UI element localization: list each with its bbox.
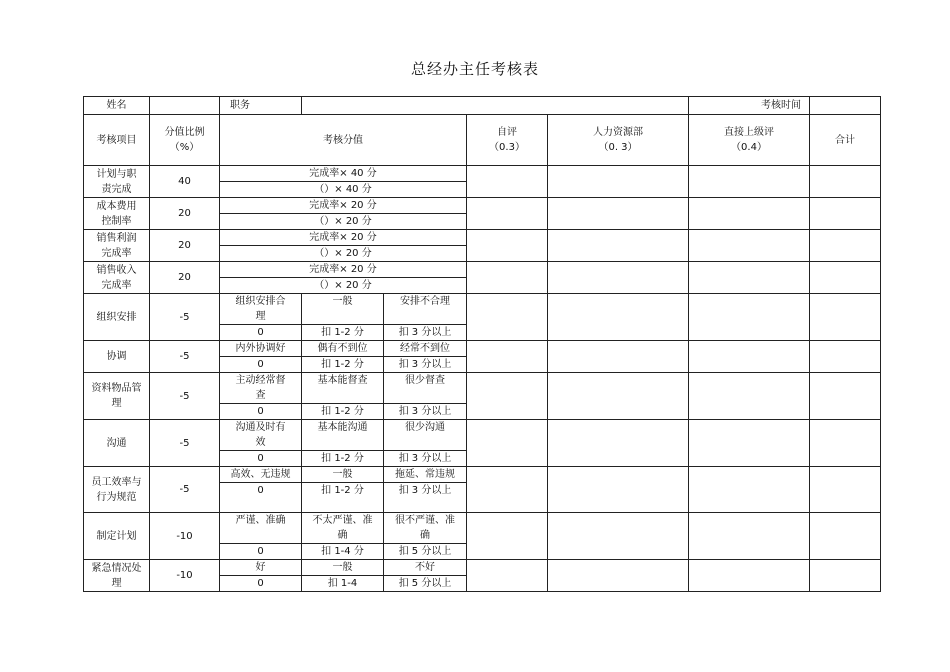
ratio-value: -10 — [150, 513, 220, 560]
self-score-cell[interactable] — [467, 513, 548, 560]
item-cell — [84, 560, 150, 592]
criterion-good — [220, 420, 302, 451]
item-cell — [84, 467, 150, 513]
total-score-cell[interactable] — [810, 262, 881, 294]
item-cell — [84, 341, 150, 373]
criterion-good — [220, 560, 302, 576]
criterion-text: 内外协调好 — [235, 343, 286, 354]
self-score-cell[interactable] — [467, 230, 548, 262]
total-score-cell[interactable] — [810, 166, 881, 198]
total-score-cell[interactable] — [810, 198, 881, 230]
item-cell — [84, 373, 150, 420]
criterion-poor — [384, 467, 467, 483]
criterion-poor — [384, 294, 467, 325]
col-boss-header-line2: （0.4） — [731, 142, 767, 153]
self-score-cell[interactable] — [467, 420, 548, 467]
criterion-good — [220, 373, 302, 404]
criterion-text: 效 — [255, 437, 266, 448]
ratio-value: 20 — [150, 262, 220, 294]
item-label — [84, 166, 150, 198]
criterion-text: 好 — [255, 562, 266, 573]
boss-score-cell[interactable] — [689, 467, 810, 513]
item-cell — [84, 513, 150, 560]
score-normal: 扣 1-2 分 — [302, 325, 384, 341]
ratio-value: -5 — [150, 373, 220, 420]
score-normal: 扣 1-4 分 — [302, 544, 384, 560]
criterion-good — [220, 467, 302, 483]
total-score-cell[interactable] — [810, 373, 881, 420]
boss-score-cell[interactable] — [689, 198, 810, 230]
col-self-header-line1: 自评 — [497, 127, 517, 138]
criterion-normal — [302, 513, 384, 544]
criterion-good — [220, 513, 302, 544]
formula-blank: （）× 20 分 — [220, 214, 467, 230]
boss-score-cell[interactable] — [689, 262, 810, 294]
criterion-text: 拖延、常违规 — [395, 469, 455, 480]
total-score-cell[interactable] — [810, 230, 881, 262]
score-good: 0 — [220, 357, 302, 373]
score-poor: 扣 5 分以上 — [384, 544, 467, 560]
score-poor: 扣 5 分以上 — [384, 576, 467, 592]
hr-score-cell[interactable] — [548, 262, 689, 294]
position-field[interactable] — [302, 97, 689, 115]
item-label-line2: 完成率 — [101, 247, 132, 259]
item-label-line2: 完成率 — [101, 279, 132, 291]
evaluation-table — [83, 96, 881, 592]
score-normal: 扣 1-2 分 — [302, 357, 384, 373]
score-good: 0 — [220, 325, 302, 341]
total-score-cell[interactable] — [810, 341, 881, 373]
hr-score-cell[interactable] — [548, 560, 689, 592]
criterion-text: 高效、无违规 — [230, 469, 291, 480]
boss-score-cell[interactable] — [689, 294, 810, 341]
criterion-text: 偶有不到位 — [317, 343, 368, 354]
col-boss-header-line1: 直接上级评 — [724, 127, 774, 138]
item-cell — [84, 294, 150, 341]
item-label: 协调 — [106, 351, 127, 362]
col-self-header — [467, 115, 548, 166]
score-normal: 扣 1-2 分 — [302, 404, 384, 420]
criterion-text: 安排不合理 — [400, 296, 450, 307]
hr-score-cell[interactable] — [548, 198, 689, 230]
criterion-text: 一般 — [332, 296, 353, 307]
criterion-text: 不好 — [415, 562, 435, 573]
criterion-text: 沟通及时有 — [235, 422, 286, 433]
hr-score-cell[interactable] — [548, 467, 689, 513]
boss-score-cell[interactable] — [689, 560, 810, 592]
item-label: 制定计划 — [96, 530, 137, 542]
self-score-cell[interactable] — [467, 294, 548, 341]
criterion-text: 一般 — [332, 469, 353, 480]
criterion-text: 主动经常督 — [235, 375, 286, 386]
formula-text: 完成率× 40 分 — [220, 166, 467, 182]
item-label: 资料物品管理 — [91, 383, 142, 409]
score-good: 0 — [220, 404, 302, 420]
hr-score-cell[interactable] — [548, 294, 689, 341]
col-boss-header — [689, 115, 810, 166]
item-label: 组织安排 — [96, 311, 137, 323]
total-score-cell[interactable] — [810, 420, 881, 467]
boss-score-cell[interactable] — [689, 420, 810, 467]
criterion-normal — [302, 467, 384, 483]
score-good: 0 — [220, 483, 302, 513]
criterion-poor — [384, 420, 467, 451]
criterion-text: 不太严谨、准 — [312, 515, 373, 526]
item-label-line1: 计划与职 — [96, 168, 137, 180]
col-ratio-header — [150, 115, 220, 166]
col-ratio-header-line1: 分值比例 — [164, 127, 205, 138]
ratio-value: -10 — [150, 560, 220, 592]
item-label-line2: 控制率 — [101, 215, 132, 227]
page-title: 总经办主任考核表 — [410, 60, 539, 78]
hr-score-cell[interactable] — [548, 166, 689, 198]
criterion-text: 很不严谨、准 — [395, 515, 455, 526]
score-good: 0 — [220, 576, 302, 592]
criterion-poor — [384, 373, 467, 404]
ratio-value: -5 — [150, 467, 220, 513]
ratio-value: -5 — [150, 294, 220, 341]
ratio-value: 20 — [150, 198, 220, 230]
total-score-cell[interactable] — [810, 560, 881, 592]
col-self-header-line2: （0.3） — [489, 142, 525, 153]
boss-score-cell[interactable] — [689, 230, 810, 262]
criterion-normal — [302, 560, 384, 576]
item-cell — [84, 420, 150, 467]
score-normal: 扣 1-2 分 — [302, 483, 384, 513]
item-label — [84, 198, 150, 230]
criterion-poor — [384, 560, 467, 576]
criterion-text: 很少沟通 — [405, 422, 445, 433]
position-label: 职务 — [220, 97, 302, 115]
self-score-cell[interactable] — [467, 341, 548, 373]
self-score-cell[interactable] — [467, 560, 548, 592]
item-label: 员工效率与行为规范 — [91, 476, 142, 503]
score-poor: 扣 3 分以上 — [384, 325, 467, 341]
formula-text: 完成率× 20 分 — [220, 262, 467, 278]
criterion-poor — [384, 513, 467, 544]
formula-blank: （）× 20 分 — [220, 246, 467, 262]
self-score-cell[interactable] — [467, 262, 548, 294]
col-total-header: 合计 — [810, 115, 881, 166]
item-label — [84, 230, 150, 262]
self-score-cell[interactable] — [467, 166, 548, 198]
score-poor: 扣 3 分以上 — [384, 483, 467, 513]
ratio-value: -5 — [150, 341, 220, 373]
col-ratio-header-line2: （%） — [169, 142, 200, 153]
criterion-text: 确 — [420, 530, 430, 541]
time-field[interactable] — [810, 97, 881, 115]
score-good: 0 — [220, 544, 302, 560]
col-hr-header — [548, 115, 689, 166]
item-label: 紧急情况处理 — [91, 562, 142, 589]
criterion-text: 查 — [255, 390, 266, 401]
item-label-line1: 销售收入 — [96, 264, 137, 276]
formula-blank: （）× 40 分 — [220, 182, 467, 198]
criterion-text: 组织安排合 — [235, 296, 286, 307]
score-normal: 扣 1-4 — [302, 576, 384, 592]
criterion-normal — [302, 341, 384, 357]
formula-blank: （）× 20 分 — [220, 278, 467, 294]
criterion-normal — [302, 294, 384, 325]
total-score-cell[interactable] — [810, 513, 881, 560]
total-score-cell[interactable] — [810, 294, 881, 341]
criterion-text: 基本能沟通 — [317, 422, 368, 433]
item-label-line1: 成本费用 — [96, 200, 137, 212]
criterion-text: 确 — [337, 530, 348, 541]
item-label: 沟通 — [106, 437, 127, 449]
score-normal: 扣 1-2 分 — [302, 451, 384, 467]
time-label: 考核时间 — [689, 97, 810, 115]
name-field[interactable] — [150, 97, 220, 115]
criterion-text: 很少督查 — [405, 375, 445, 386]
item-label — [84, 262, 150, 294]
item-label-line1: 销售利润 — [96, 232, 137, 244]
hr-score-cell[interactable] — [548, 230, 689, 262]
hr-score-cell[interactable] — [548, 341, 689, 373]
boss-score-cell[interactable] — [689, 373, 810, 420]
formula-text: 完成率× 20 分 — [220, 198, 467, 214]
self-score-cell[interactable] — [467, 373, 548, 420]
ratio-value: -5 — [150, 420, 220, 467]
boss-score-cell[interactable] — [689, 166, 810, 198]
col-item-header: 考核项目 — [84, 115, 150, 166]
criterion-normal — [302, 420, 384, 451]
ratio-value: 40 — [150, 166, 220, 198]
criterion-good — [220, 341, 302, 357]
col-hr-header-line2: （0. 3） — [598, 142, 638, 153]
boss-score-cell[interactable] — [689, 513, 810, 560]
criterion-text: 基本能督查 — [317, 375, 368, 386]
item-label-line2: 责完成 — [101, 183, 132, 195]
total-score-cell[interactable] — [810, 467, 881, 513]
score-good: 0 — [220, 451, 302, 467]
hr-score-cell[interactable] — [548, 420, 689, 467]
hr-score-cell[interactable] — [548, 373, 689, 420]
col-score-header: 考核分值 — [220, 115, 467, 166]
score-poor: 扣 3 分以上 — [384, 357, 467, 373]
criterion-good — [220, 294, 302, 325]
criterion-text: 理 — [255, 311, 266, 322]
score-poor: 扣 3 分以上 — [384, 451, 467, 467]
score-poor: 扣 3 分以上 — [384, 404, 467, 420]
self-score-cell[interactable] — [467, 198, 548, 230]
hr-score-cell[interactable] — [548, 513, 689, 560]
ratio-value: 20 — [150, 230, 220, 262]
col-hr-header-line1: 人力资源部 — [593, 127, 643, 138]
criterion-text: 经常不到位 — [400, 343, 450, 354]
criterion-text: 严谨、准确 — [235, 515, 286, 526]
boss-score-cell[interactable] — [689, 341, 810, 373]
criterion-normal — [302, 373, 384, 404]
criterion-poor — [384, 341, 467, 357]
formula-text: 完成率× 20 分 — [220, 230, 467, 246]
self-score-cell[interactable] — [467, 467, 548, 513]
name-label: 姓名 — [84, 97, 150, 115]
criterion-text: 一般 — [332, 562, 353, 573]
